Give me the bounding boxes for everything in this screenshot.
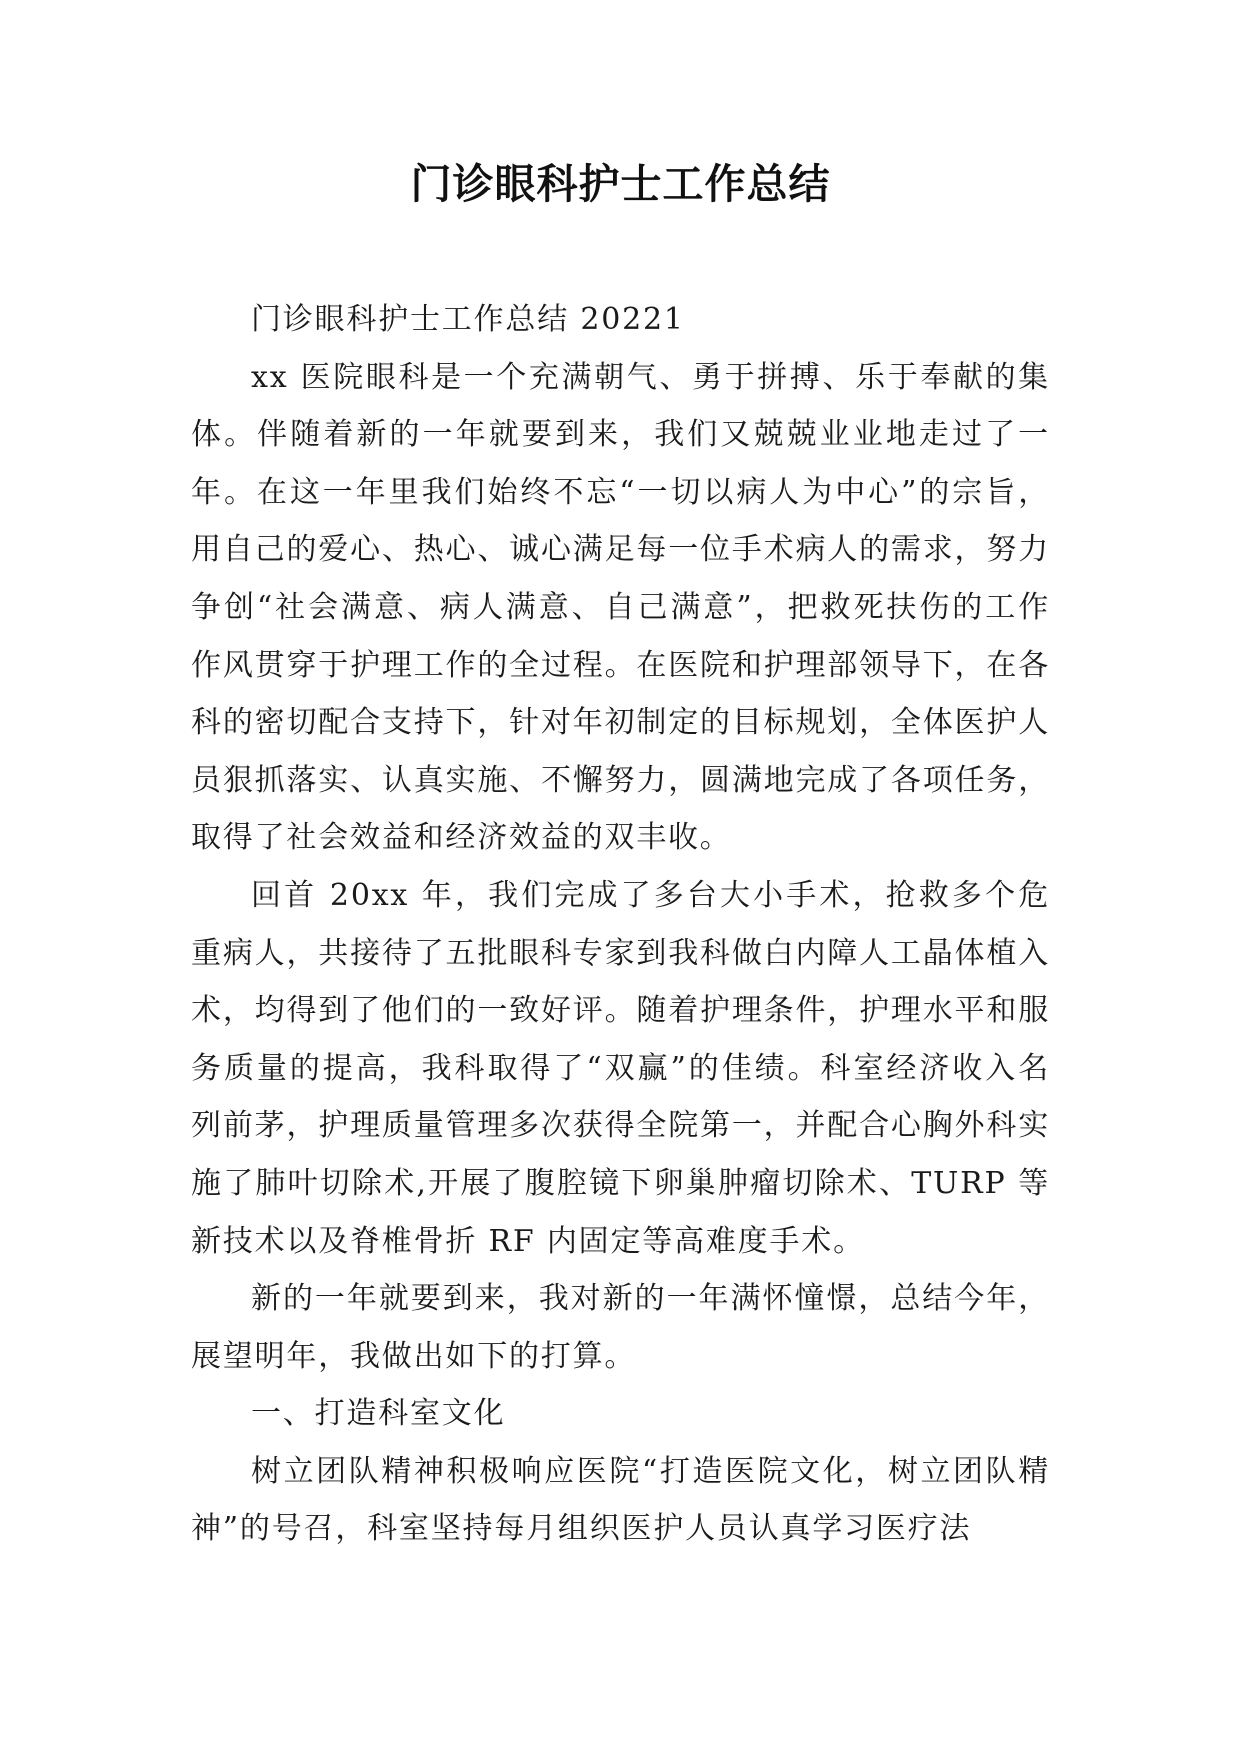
section-heading-1: 一、打造科室文化 — [251, 1396, 506, 1432]
plan-paragraph: 新的一年就要到来，我对新的一年满怀憧憬，总结今年，展望明年，我做出如下的打算。 — [191, 1281, 1050, 1374]
intro-paragraph: xx 医院眼科是一个充满朝气、勇于拼搏、乐于奉献的集体。伴随着新的一年就要到来，我们又兢兢业业地走过了一年。在这一年里我们始终不忘“一切以病人为中心”的宗旨，用自己的爱心、热心、诚心满足每一位手术病人的需求，努力争创“社会满意、病人满意、自己满意”，把救死扶伤的工作作风贯穿于护理工作的全过程。在医院和护理部领导下，在各科的密切配合支持下，针对年初制定的目标规划，全体医护人员狠抓落实、认真实施、不懈努力，圆满地完成了各项任务，取得了社会效益和经济效益的双丰收。 — [191, 359, 1050, 856]
review-paragraph: 回首 20xx 年，我们完成了多台大小手术，抢救多个危重病人，共接待了五批眼科专家到我科做白内障人工晶体植入术，均得到了他们的一致好评。随着护理条件，护理水平和服务质量的提高，我科取得了“双赢”的佳绩。科室经济收入名列前茅，护理质量管理多次获得全院第一，并配合心胸外科实施了肺叶切除术,开展了腹腔镜下卵巢肿瘤切除术、TURP 等新技术以及脊椎骨折 RF 内固定等高难度手术。 — [191, 877, 1050, 1259]
document-body — [191, 291, 1050, 1558]
subtitle-paragraph: 门诊眼科护士工作总结 20221 — [251, 302, 685, 337]
document-title: 门诊眼科护士工作总结 — [410, 160, 831, 208]
section-paragraph-1: 树立团队精神积极响应医院“打造医院文化，树立团队精神”的号召，科室坚持每月组织医护人员认真学习医疗法 — [191, 1453, 1050, 1547]
